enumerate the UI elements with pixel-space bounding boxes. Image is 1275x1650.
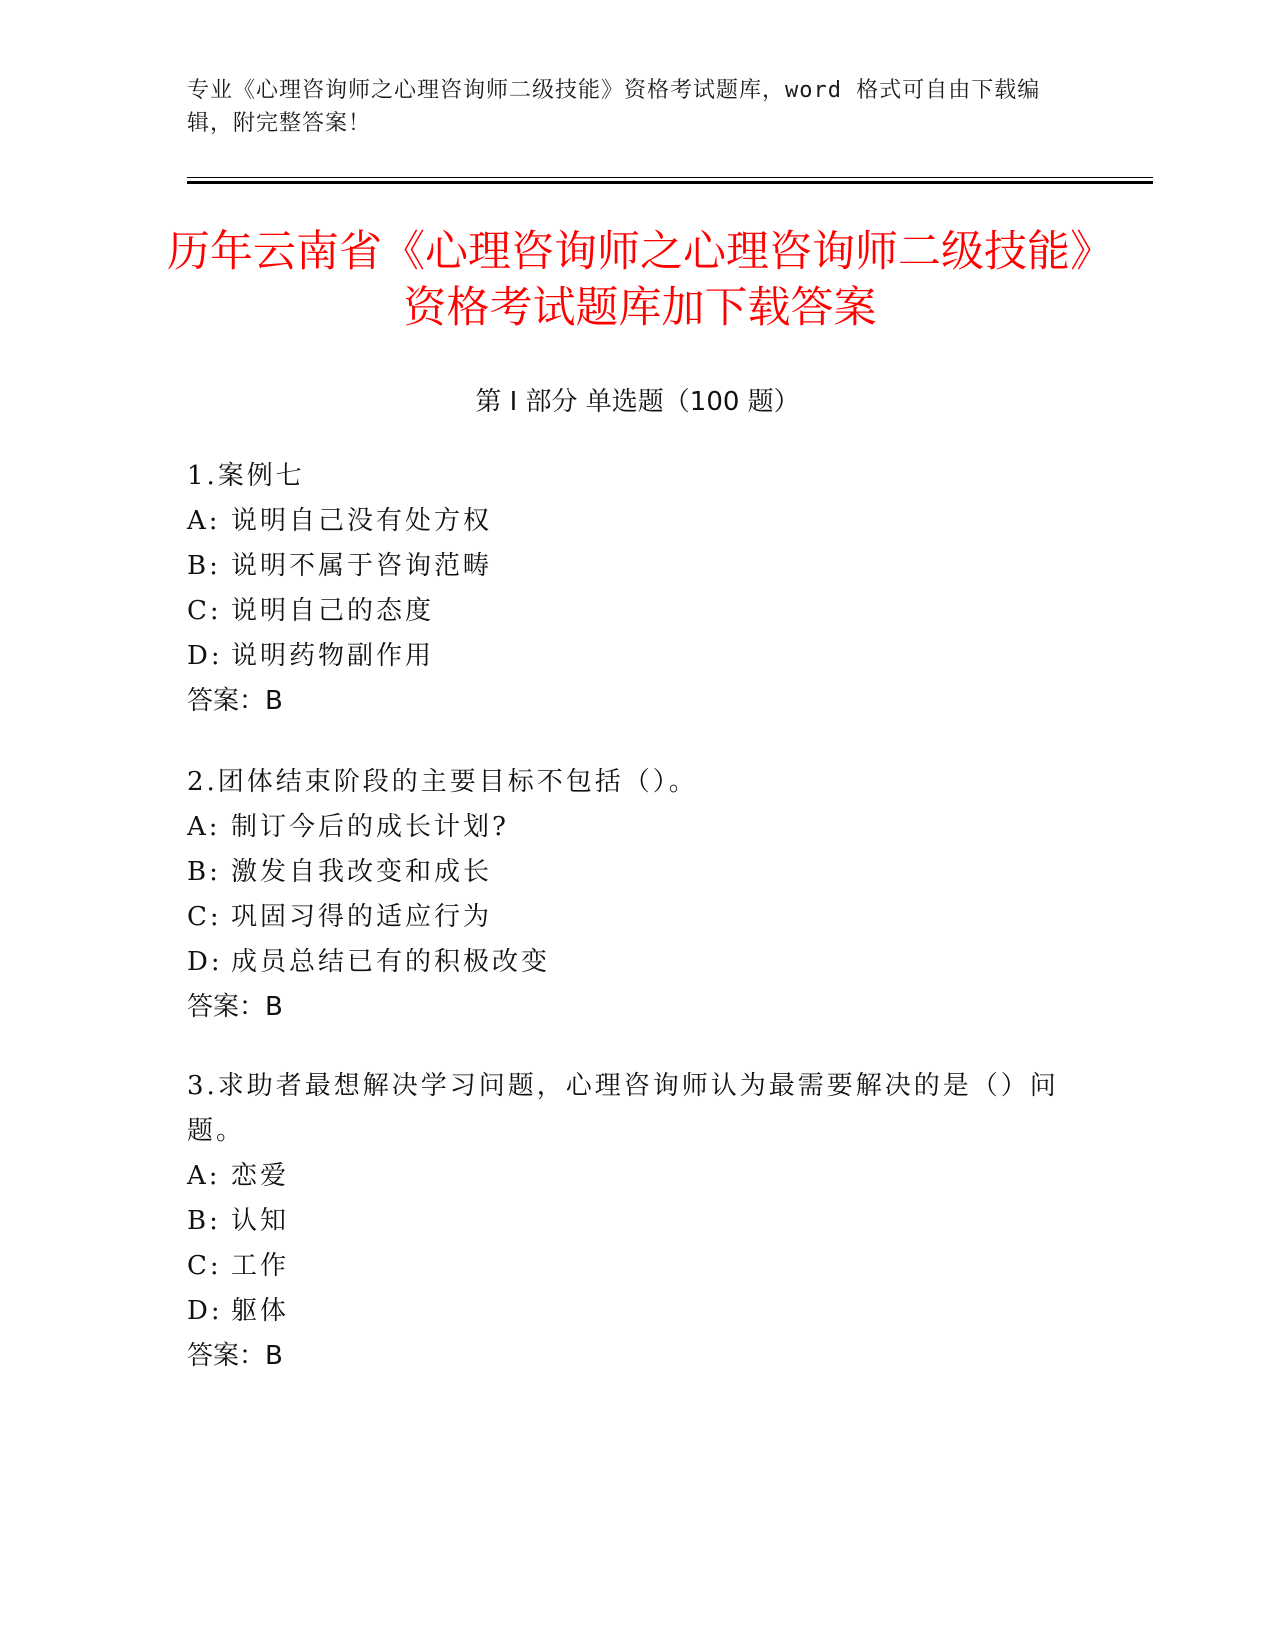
option-b: [187, 544, 1067, 589]
header-rule-thin: [187, 177, 1153, 178]
answer-line: 答案：B: [187, 686, 283, 716]
option-letter: A:: [187, 506, 221, 536]
header-note: 专业《心理咨询师之心理咨询师二级技能》资格考试题库，word 格式可自由下载编辑，附完整答案！: [187, 78, 1041, 136]
option-letter: A:: [187, 812, 221, 842]
option-c: [187, 1244, 1067, 1289]
option-d: [187, 940, 1067, 985]
option-letter: C:: [187, 1251, 222, 1281]
option-text: 巩固习得的适应行为: [231, 902, 493, 932]
option-a: [187, 805, 1067, 850]
option-d: [187, 634, 1067, 679]
answer-line: 答案：B: [187, 992, 283, 1022]
answer-line: 答案：B: [187, 1341, 283, 1371]
option-text: 说明自己的态度: [231, 596, 435, 626]
option-letter: D:: [187, 947, 223, 977]
option-letter: B:: [187, 1206, 221, 1236]
option-letter: C:: [187, 902, 222, 932]
option-text: 制订今后的成长计划?: [231, 812, 509, 842]
option-text: 恋爱: [231, 1161, 290, 1191]
option-letter: D:: [187, 641, 223, 671]
question-stem: 2.团体结束阶段的主要目标不包括（）。: [187, 767, 698, 797]
question-stem: 3.求助者最想解决学习问题，心理咨询师认为最需要解决的是（）问题。: [187, 1071, 1059, 1146]
option-text: 说明药物副作用: [231, 641, 435, 671]
option-b: [187, 1199, 1067, 1244]
option-text: 认知: [231, 1206, 290, 1236]
header-rule-thick: [187, 181, 1153, 184]
section-heading: 第 I 部分 单选题（100 题）: [475, 387, 800, 417]
option-letter: B:: [187, 857, 221, 887]
option-letter: C:: [187, 596, 222, 626]
option-text: 说明自己没有处方权: [231, 506, 493, 536]
document-title: 历年云南省《心理咨询师之心理咨询师二级技能》资格考试题库加下载答案: [167, 227, 1113, 333]
option-text: 工作: [231, 1251, 290, 1281]
question-2: [187, 760, 1067, 1030]
question-3: [187, 1064, 1067, 1379]
option-letter: D:: [187, 1296, 223, 1326]
option-letter: B:: [187, 551, 221, 581]
option-d: [187, 1289, 1067, 1334]
question-stem: 1.案例七: [187, 461, 305, 491]
option-letter: A:: [187, 1161, 221, 1191]
option-a: [187, 1154, 1067, 1199]
option-text: 说明不属于咨询范畴: [231, 551, 493, 581]
option-b: [187, 850, 1067, 895]
option-text: 成员总结已有的积极改变: [231, 947, 551, 977]
option-c: [187, 589, 1067, 634]
option-text: 躯体: [231, 1296, 290, 1326]
option-text: 激发自我改变和成长: [231, 857, 493, 887]
question-1: [187, 454, 1067, 724]
option-c: [187, 895, 1067, 940]
option-a: [187, 499, 1067, 544]
